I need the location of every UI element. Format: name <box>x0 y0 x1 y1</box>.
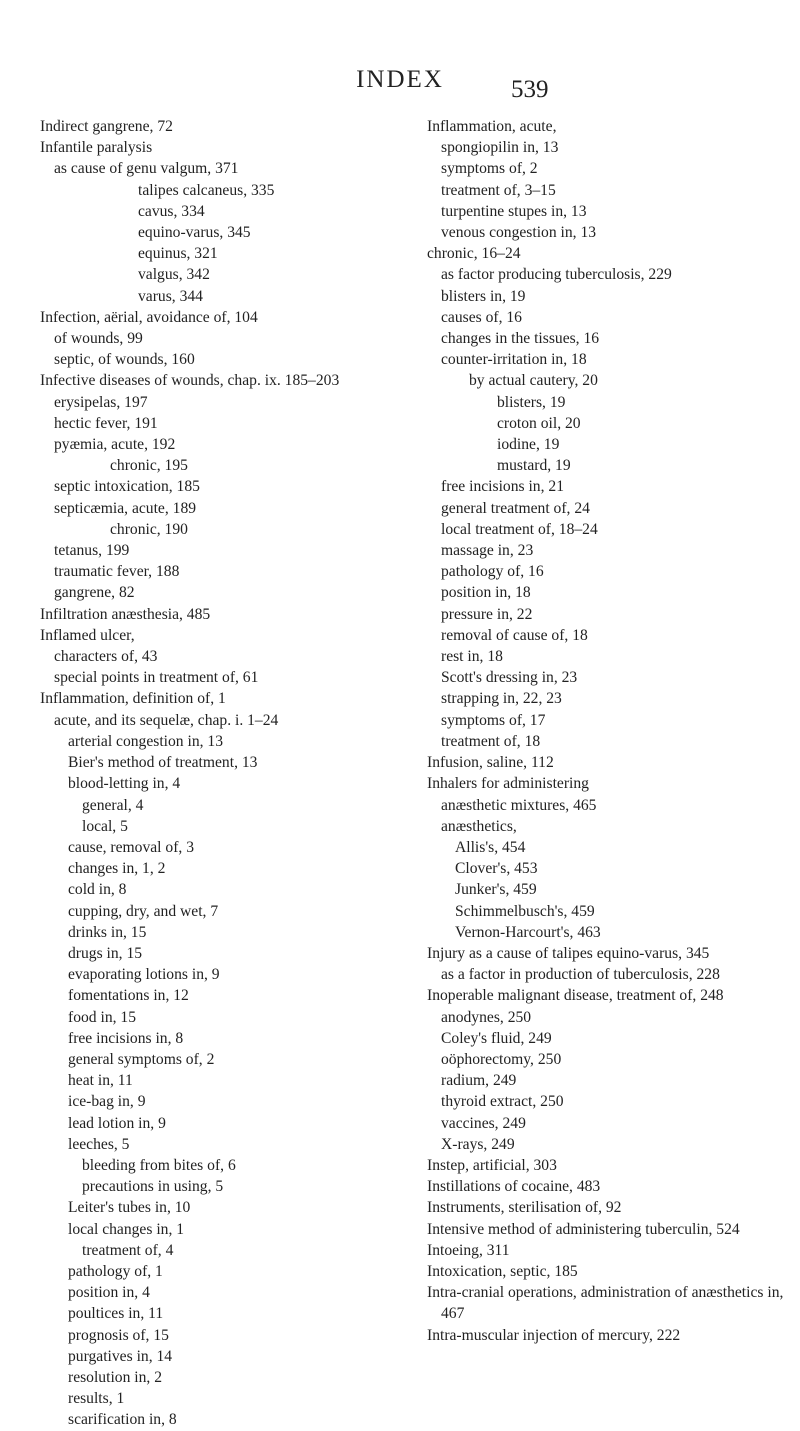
index-subentry: leeches, 5 <box>68 1135 130 1153</box>
index-subentry: croton oil, 20 <box>497 414 581 432</box>
index-subentry: as a factor in production of tuberculosis, 228 <box>441 966 720 984</box>
index-subentry: drinks in, 15 <box>68 923 147 941</box>
index-subentry: symptoms of, 17 <box>441 711 546 729</box>
index-subentry: radium, 249 <box>441 1072 517 1090</box>
index-subentry: anæsthetics, <box>441 817 517 835</box>
index-subentry: Vernon-Harcourt's, 463 <box>455 923 601 941</box>
index-entry: Inflammation, acute, <box>427 118 557 135</box>
index-column-right <box>427 116 797 1346</box>
index-entry: Intoeing, 311 <box>427 1241 510 1259</box>
index-subentry: changes in, 1, 2 <box>68 860 166 878</box>
index-subentry: Allis's, 454 <box>455 838 526 856</box>
index-entry: Intra-muscular injection of mercury, 222 <box>427 1326 681 1344</box>
index-entry: Infusion, saline, 112 <box>427 754 554 772</box>
index-subentry: blisters in, 19 <box>441 287 526 305</box>
index-entry: Intoxication, septic, 185 <box>427 1262 578 1280</box>
index-subentry: septic, of wounds, 160 <box>54 351 195 369</box>
index-subentry: varus, 344 <box>138 287 203 305</box>
index-entry: Inhalers for administering <box>427 775 589 793</box>
index-subentry: treatment of, 3–15 <box>441 181 556 199</box>
index-entry: Indirect gangrene, 72 <box>40 118 173 135</box>
index-entry: Inflammation, definition of, 1 <box>40 690 226 708</box>
index-entry: Infantile paralysis <box>40 139 153 157</box>
running-head: INDEX <box>356 66 444 93</box>
index-subentry: acute, and its sequelæ, chap. i. 1–24 <box>54 711 279 729</box>
index-subentry: gangrene, 82 <box>54 584 135 602</box>
index-subentry: septic intoxication, 185 <box>54 478 200 496</box>
index-entry: Infective diseases of wounds, chap. ix. 185–203 <box>40 372 340 390</box>
index-subentry: ice-bag in, 9 <box>68 1093 146 1111</box>
index-subentry: Junker's, 459 <box>455 881 537 899</box>
index-subentry: Schimmelbusch's, 459 <box>455 902 595 920</box>
index-subentry: iodine, 19 <box>497 436 560 454</box>
index-subentry: poultices in, 11 <box>68 1305 164 1323</box>
index-subentry: of wounds, 99 <box>54 330 143 348</box>
index-entry: Infection, aërial, avoidance of, 104 <box>40 308 258 326</box>
index-subentry: local, 5 <box>82 817 128 835</box>
index-subentry: talipes calcaneus, 335 <box>138 181 275 199</box>
index-subentry: Scott's dressing in, 23 <box>441 669 578 687</box>
index-subentry: precautions in using, 5 <box>82 1178 224 1196</box>
index-subentry: heat in, 11 <box>68 1072 133 1090</box>
index-subentry: causes of, 16 <box>441 308 522 326</box>
index-subentry: Clover's, 453 <box>455 860 538 878</box>
index-subentry: erysipelas, 197 <box>54 393 148 411</box>
index-subentry: treatment of, 4 <box>82 1241 174 1259</box>
index-subentry: tetanus, 199 <box>54 542 130 560</box>
index-subentry: anæsthetic mixtures, 465 <box>441 796 597 814</box>
index-subentry: removal of cause of, 18 <box>441 626 588 644</box>
index-subentry: purgatives in, 14 <box>68 1347 173 1365</box>
index-subentry: results, 1 <box>68 1390 125 1408</box>
index-subentry: X-rays, 249 <box>441 1135 515 1153</box>
index-subentry: local treatment of, 18–24 <box>441 520 598 538</box>
index-subentry: bleeding from bites of, 6 <box>82 1156 236 1174</box>
index-subentry: chronic, 16–24 <box>427 245 521 263</box>
index-subentry: chronic, 195 <box>110 457 188 475</box>
index-subentry: as cause of genu valgum, 371 <box>54 160 239 178</box>
index-subentry: spongiopilin in, 13 <box>441 139 559 157</box>
index-subentry: blood-letting in, 4 <box>68 775 181 793</box>
index-subentry: Leiter's tubes in, 10 <box>68 1199 191 1217</box>
index-column-left <box>40 116 410 1431</box>
index-subentry: general treatment of, 24 <box>441 499 590 517</box>
index-entry: Inoperable malignant disease, treatment of, 248 <box>427 987 724 1005</box>
index-subentry: hectic fever, 191 <box>54 414 158 432</box>
index-subentry: free incisions in, 8 <box>68 1029 184 1047</box>
index-subentry: lead lotion in, 9 <box>68 1114 166 1132</box>
index-subentry: anodynes, 250 <box>441 1008 532 1026</box>
index-subentry: arterial congestion in, 13 <box>68 732 224 750</box>
index-subentry: strapping in, 22, 23 <box>441 690 562 708</box>
index-subentry: thyroid extract, 250 <box>441 1093 564 1111</box>
index-subentry: mustard, 19 <box>497 457 571 475</box>
index-subentry: venous congestion in, 13 <box>441 224 597 242</box>
index-subentry: oöphorectomy, 250 <box>441 1050 562 1068</box>
index-subentry: cupping, dry, and wet, 7 <box>68 902 219 920</box>
page-number: 539 <box>511 76 549 103</box>
index-subentry: position in, 4 <box>68 1284 150 1302</box>
index-subentry: general, 4 <box>82 796 144 814</box>
index-subentry: valgus, 342 <box>138 266 210 284</box>
index-subentry: counter-irritation in, 18 <box>441 351 587 369</box>
index-subentry: cold in, 8 <box>68 881 127 899</box>
index-subentry: food in, 15 <box>68 1008 137 1026</box>
index-subentry: traumatic fever, 188 <box>54 563 180 581</box>
index-entry: Intra-cranial operations, administration of anæsthetics in, 467 <box>427 1284 784 1323</box>
index-subentry: equino-varus, 345 <box>138 224 251 242</box>
index-entry: Infiltration anæsthesia, 485 <box>40 605 211 623</box>
index-subentry: special points in treatment of, 61 <box>54 669 259 687</box>
index-subentry: septicæmia, acute, 189 <box>54 499 197 517</box>
index-subentry: pathology of, 1 <box>68 1262 163 1280</box>
index-subentry: pressure in, 22 <box>441 605 533 623</box>
index-subentry: drugs in, 15 <box>68 944 143 962</box>
index-subentry: Bier's method of treatment, 13 <box>68 754 258 772</box>
index-subentry: turpentine stupes in, 13 <box>441 202 587 220</box>
index-subentry: vaccines, 249 <box>441 1114 526 1132</box>
index-subentry: free incisions in, 21 <box>441 478 564 496</box>
index-subentry: local changes in, 1 <box>68 1220 185 1238</box>
index-subentry: characters of, 43 <box>54 648 158 666</box>
index-subentry: blisters, 19 <box>497 393 566 411</box>
index-entry: Inflamed ulcer, <box>40 626 135 644</box>
index-subentry: evaporating lotions in, 9 <box>68 966 220 984</box>
index-subentry: pyæmia, acute, 192 <box>54 436 176 454</box>
index-subentry: fomentations in, 12 <box>68 987 189 1005</box>
index-entry: Injury as a cause of talipes equino-varus, 345 <box>427 944 710 962</box>
index-subentry: scarification in, 8 <box>68 1411 177 1429</box>
index-subentry: position in, 18 <box>441 584 531 602</box>
index-subentry: equinus, 321 <box>138 245 218 263</box>
index-subentry: prognosis of, 15 <box>68 1326 169 1344</box>
index-subentry: massage in, 23 <box>441 542 534 560</box>
index-subentry: rest in, 18 <box>441 648 503 666</box>
index-entry: Intensive method of administering tuberculin, 524 <box>427 1220 740 1238</box>
index-entry: Instep, artificial, 303 <box>427 1156 557 1174</box>
index-subentry: treatment of, 18 <box>441 732 541 750</box>
index-entry: Instruments, sterilisation of, 92 <box>427 1199 622 1217</box>
index-subentry: Coley's fluid, 249 <box>441 1029 552 1047</box>
page-header <box>0 66 800 106</box>
index-subentry: chronic, 190 <box>110 520 188 538</box>
index-subentry: as factor producing tuberculosis, 229 <box>441 266 672 284</box>
index-subentry: by actual cautery, 20 <box>469 372 598 390</box>
index-subentry: symptoms of, 2 <box>441 160 538 178</box>
index-entry: Instillations of cocaine, 483 <box>427 1178 601 1196</box>
index-subentry: general symptoms of, 2 <box>68 1050 215 1068</box>
index-subentry: pathology of, 16 <box>441 563 544 581</box>
index-subentry: cavus, 334 <box>138 202 205 220</box>
index-subentry: resolution in, 2 <box>68 1368 162 1386</box>
index-subentry: changes in the tissues, 16 <box>441 330 600 348</box>
index-subentry: cause, removal of, 3 <box>68 838 194 856</box>
